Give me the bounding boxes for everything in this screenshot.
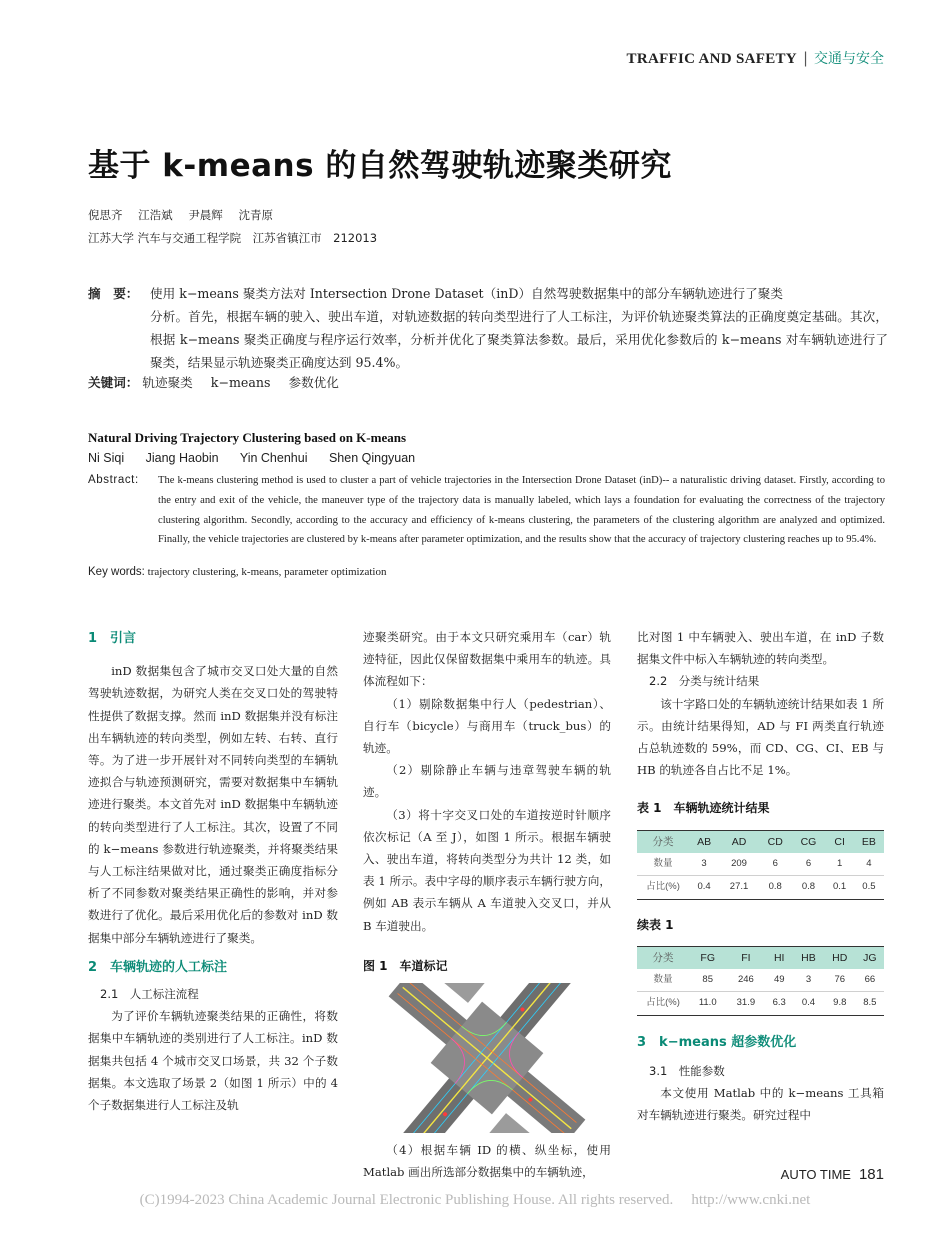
table-cell: 6.3 <box>765 992 793 1015</box>
figure-caption: 图 1 车道标记 <box>363 958 448 973</box>
table-cell: 占比(%) <box>637 992 689 1015</box>
table-cell: 0.8 <box>759 876 792 899</box>
english-author: Yin Chenhui <box>239 451 308 465</box>
column-1 <box>88 626 338 1116</box>
table-header-cell: FG <box>689 946 726 969</box>
table-cell: 0.1 <box>825 876 853 899</box>
table-cell: 66 <box>856 969 884 992</box>
table-header-cell: 分类 <box>637 946 689 969</box>
section-heading: 3 k−means 超参数优化 <box>637 1034 797 1050</box>
table-caption: 表 1 车辆轨迹统计结果 <box>637 801 770 816</box>
list-item: （2）剔除静止车辆与违章驾驶车辆的轨迹。 <box>363 763 611 800</box>
english-author-list <box>88 451 433 465</box>
table-header-row <box>637 830 884 853</box>
table-row <box>637 876 884 899</box>
english-keywords-label: Key words: <box>88 566 145 578</box>
table-cell: 0.8 <box>792 876 826 899</box>
table-cell: 6 <box>792 853 826 876</box>
english-author: Shen Qingyuan <box>328 451 416 465</box>
subsection-heading: 3.1 性能参数 <box>649 1063 725 1078</box>
journal-name-en: TRAFFIC AND SAFETY <box>626 51 797 67</box>
copyright-watermark <box>0 1192 950 1209</box>
section-heading: 2 车辆轨迹的人工标注 <box>88 959 228 975</box>
intersection-aerial-image <box>363 983 611 1133</box>
table-cell: 1 <box>825 853 853 876</box>
cnki-link[interactable]: http://www.cnki.net <box>691 1192 811 1208</box>
list-item: （3）将十字交叉口处的车道按逆时针顺序依次标记（A 至 J），如图 1 所示。根据车辆驶入、驶出车道，将转向类型分为共计 12 类，如表 1 所示。表中字母的顺序表示车辆行驶方向，例如 AB 表示车辆从 A 车道驶入交叉口，并从 B 车道驶出。 <box>363 807 611 933</box>
keywords-cn <box>88 372 353 391</box>
paragraph: 本文使用 Matlab 中的 k−means 工具箱对车辆轨迹进行聚类。研究过程中 <box>637 1086 884 1123</box>
table-cell: 9.8 <box>824 992 856 1015</box>
table-cell: 31.9 <box>726 992 765 1015</box>
abstract-cn <box>88 282 888 374</box>
paragraph: 该十字路口处的车辆轨迹统计结果如表 1 所示。由统计结果得知，AD 与 FI 两类直行轨迹占总轨迹数的 59%，而 CD、CG、CI、EB 与 HB 的轨迹各自占比不足 1%。 <box>637 696 884 778</box>
list-item: （1）剔除数据集中行人（pedestrian）、自行车（bicycle）与商用车（truck_bus）的轨迹。 <box>363 696 611 756</box>
table-header-cell: AB <box>689 830 719 853</box>
table-cell: 3 <box>689 853 719 876</box>
keyword: 轨迹聚类 <box>142 375 193 390</box>
paragraph: 迹聚类研究。由于本文只研究乘用车（car）轨迹特征，因此仅保留数据集中乘用车的轨迹。具体流程如下： <box>363 630 611 689</box>
column-3 <box>637 626 884 1126</box>
subsection-heading: 2.2 分类与统计结果 <box>649 674 760 689</box>
author: 沈青原 <box>238 208 273 222</box>
paper-title: 基于 k-means 的自然驾驶轨迹聚类研究 <box>88 148 672 184</box>
affiliation: 江苏大学 汽车与交通工程学院 江苏省镇江市 212013 <box>88 231 378 245</box>
paragraph: inD 数据集包含了城市交叉口处大量的自然驾驶轨迹数据，为研究人类在交叉口处的驾驶特性提供了数据支撑。然而 inD 数据集并没有标注出车辆轨迹的转向类型，例如左转、右转、直行等。为了进一步开展针对不同转向类型的车辆轨迹拟合与轨迹预测研究，需要对数据集中车辆轨迹进行聚类。本文首先对 inD 数据集中车辆轨迹的转向类型进行了人工标注。其次，设置了不同的 k−means 参数进行轨迹聚类，并将聚类结果与人工标注结果做对比，通过聚类正确度指标分析了不同参数对聚类结果正确性的影响，并对参数进行了优化。最后采用优化后的参数对 inD 数据集中部分车辆轨迹进行了聚类。 <box>88 664 338 945</box>
journal-name-cn: 交通与安全 <box>814 51 884 67</box>
keyword: k−means <box>210 375 271 390</box>
table-header-cell: JG <box>856 946 884 969</box>
table-cell: 27.1 <box>719 876 759 899</box>
table-row <box>637 969 884 992</box>
header-separator: | <box>802 49 808 67</box>
keywords-cn-label: 关键词： <box>88 375 139 390</box>
trajectory-stat-table-continued <box>637 946 884 1016</box>
table-header-cell: CI <box>825 830 853 853</box>
table-cell: 6 <box>759 853 792 876</box>
subsection-heading: 2.1 人工标注流程 <box>100 987 199 1002</box>
english-keywords <box>88 566 387 578</box>
english-author: Ni Siqi <box>88 451 125 465</box>
table-cell: 49 <box>765 969 793 992</box>
keyword: 参数优化 <box>288 375 339 390</box>
author-list <box>88 207 285 223</box>
table-row <box>637 853 884 876</box>
table-cell: 占比(%) <box>637 876 689 899</box>
english-keywords-text: trajectory clustering, k-means, parameter optimization <box>147 566 387 578</box>
table-cell: 8.5 <box>856 992 884 1015</box>
table-header-cell: FI <box>726 946 765 969</box>
column-2 <box>363 626 611 1183</box>
table-header-cell: HI <box>765 946 793 969</box>
author: 倪思齐 <box>88 208 123 222</box>
section-heading: 1 引言 <box>88 631 137 646</box>
paragraph: 比对图 1 中车辆驶入、驶出车道，在 inD 子数据集文件中标入车辆轨迹的转向类型。 <box>637 630 884 667</box>
paragraph: 为了评价车辆轨迹聚类结果的正确性，将数据集中车辆轨迹的类别进行了人工标注。inD 数据集共包括 4 个城市交叉口场景，共 32 个子数据集。本文选取了场景 2（如图 1 所示）中的 4 个子数据集进行人工标注及轨 <box>88 1009 338 1113</box>
trajectory-stat-table <box>637 830 884 900</box>
table-cell: 0.5 <box>854 876 884 899</box>
table-cell: 209 <box>719 853 759 876</box>
table-row <box>637 992 884 1015</box>
table-header-cell: CG <box>792 830 826 853</box>
table-cell: 0.4 <box>689 876 719 899</box>
table-header-row <box>637 946 884 969</box>
author: 尹晨辉 <box>188 208 223 222</box>
table-header-cell: AD <box>719 830 759 853</box>
english-author: Jiang Haobin <box>145 451 219 465</box>
table-header-cell: HD <box>824 946 856 969</box>
abstract-cn-body: 分析。首先，根据车辆的驶入、驶出车道，对轨迹数据的转向类型进行了人工标注，为评价轨迹聚类算法的正确度奠定基础。其次，根据 k−means 聚类正确度与程序运行效率，分析并优化了聚类算法参数。最后，采用优化参数后的 k−means 对车辆轨迹进行了聚类，结果显示轨迹聚类正确度达到 95.4%。 <box>150 309 888 370</box>
table-cell: 4 <box>854 853 884 876</box>
table-cell: 数量 <box>637 969 689 992</box>
abstract-cn-line1: 使用 k−means 聚类方法对 Intersection Drone Dataset（inD）自然驾驶数据集中的部分车辆轨迹进行了聚类 <box>150 286 783 301</box>
table-cell: 85 <box>689 969 726 992</box>
table-cell: 3 <box>793 969 824 992</box>
table-header-cell: EB <box>854 830 884 853</box>
abstract-cn-label: 摘 要： <box>88 286 139 301</box>
table-header-cell: CD <box>759 830 792 853</box>
table-header-cell: HB <box>793 946 824 969</box>
english-abstract-label: Abstract: <box>88 474 139 486</box>
page-footer <box>781 1166 884 1183</box>
english-abstract <box>88 471 885 550</box>
list-item: （4）根据车辆 ID 的横、纵坐标，使用 Matlab 画出所选部分数据集中的车辆轨迹， <box>363 1143 611 1180</box>
copyright-text: (C)1994-2023 China Academic Journal Electronic Publishing House. All rights reserved. <box>139 1192 674 1208</box>
table-header-cell: 分类 <box>637 830 689 853</box>
lane-marking-figure <box>363 983 611 1133</box>
table-cell: 11.0 <box>689 992 726 1015</box>
table-cell: 数量 <box>637 853 689 876</box>
table-cell: 0.4 <box>793 992 824 1015</box>
english-title: Natural Driving Trajectory Clustering based on K-means <box>88 430 406 445</box>
table-cell: 76 <box>824 969 856 992</box>
table-caption: 续表 1 <box>637 917 674 932</box>
english-abstract-body: The k-means clustering method is used to cluster a part of vehicle trajectories in the Intersection Drone Dataset (inD)-- a naturalistic driving dataset. Firstly, according to the entry and exit of the vehicle, the maneuver type of the trajectory data is manually labeled, which lays a foundation for evaluating the correctness of the trajectory clustering algorithm. Secondly, according to the accuracy and efficiency of k-means clustering, the parameters of the clustering algorithm are analyzed and optimized. Finally, the vehicle trajectories are clustered by k-means after parameter optimization, and the results show that the accuracy of trajectory clustering reaches up to 95.4%. <box>158 475 885 546</box>
journal-header <box>627 48 884 68</box>
magazine-name: AUTO TIME <box>780 1167 851 1182</box>
page-number: 181 <box>858 1166 884 1183</box>
table-cell: 246 <box>726 969 765 992</box>
author: 江浩斌 <box>138 208 173 222</box>
